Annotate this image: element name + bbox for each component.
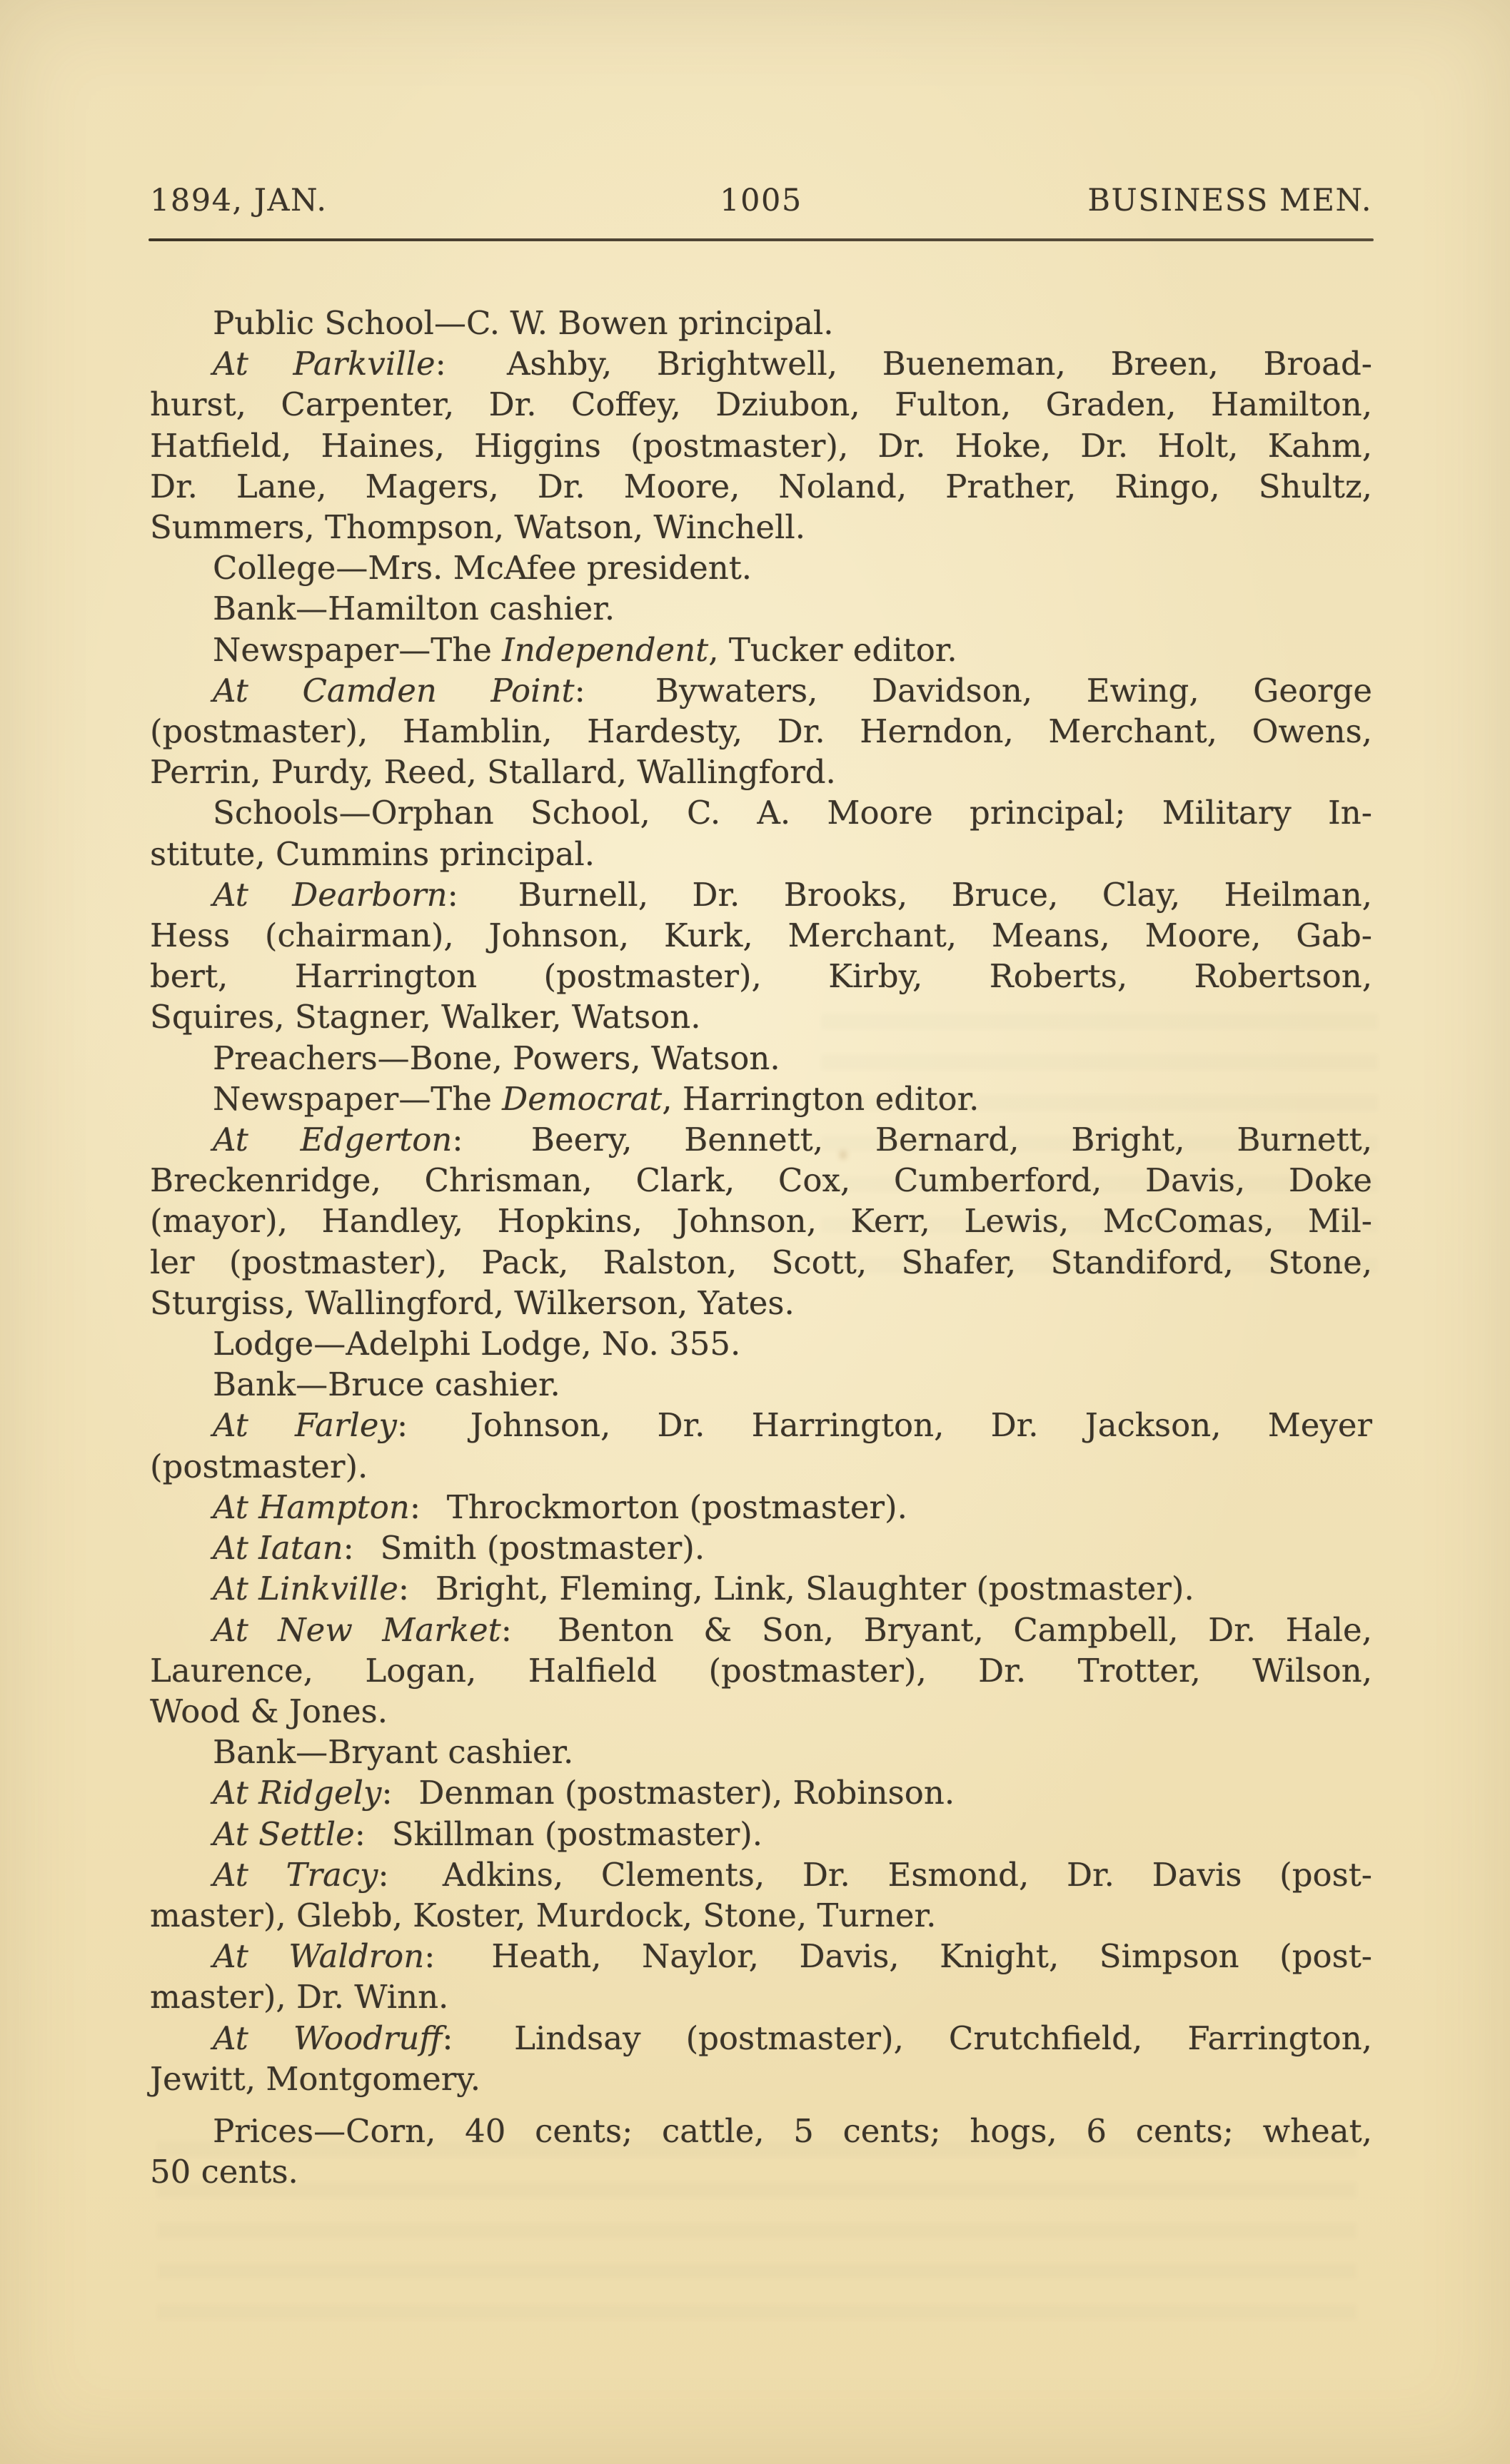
text-segment: : Skillman (postmaster). [354, 1814, 763, 1853]
text-segment: (postmaster). [150, 1447, 368, 1485]
text-line [150, 996, 1372, 1037]
text-segment: Sturgiss, Wallingford, Wilkerson, Yates. [150, 1283, 795, 1322]
text-line [150, 1814, 1372, 1854]
text-segment: College—Mrs. McAfee president. [213, 549, 753, 587]
text-segment: Laurence, Logan, Halfield (postmaster), Dr. Trotter, Wilson, [150, 1651, 1372, 1690]
text-segment: hurst, Carpenter, Dr. Coffey, Dziubon, Fulton, Graden, Hamilton, [150, 385, 1372, 424]
text-segment: : Throckmorton (postmaster). [409, 1488, 907, 1526]
text-line [150, 630, 1372, 670]
text-line [150, 1038, 1372, 1079]
text-segment: Public School—C. W. Bowen principal. [213, 304, 834, 342]
text-line [150, 1201, 1372, 1241]
text-segment: : Lindsay (postmaster), Crutchfield, Farrington, [442, 2019, 1372, 2057]
header-title: BUSINESS MEN. [1087, 183, 1373, 218]
italic-text-segment: At Ridgely [213, 1774, 382, 1812]
text-line [150, 1405, 1372, 1445]
italic-text-segment: At Woodruff [213, 2019, 443, 2057]
text-segment: Bank—Bryant cashier. [213, 1733, 574, 1772]
text-line [150, 1732, 1372, 1772]
text-line [150, 1364, 1372, 1405]
text-segment: master), Dr. Winn. [150, 1978, 449, 2016]
text-line [150, 2059, 1372, 2099]
text-segment: bert, Harrington (postmaster), Kirby, Roberts, Robertson, [150, 957, 1372, 996]
italic-text-segment: At Dearborn [213, 875, 448, 914]
text-line [150, 588, 1372, 629]
text-segment: Bank—Bruce cashier. [213, 1365, 560, 1404]
text-segment: Preachers—Bone, Powers, Watson. [213, 1039, 780, 1077]
text-line [150, 1895, 1372, 1936]
text-line [150, 466, 1372, 507]
text-segment: Schools—Orphan School, C. A. Moore principal; Military In- [213, 794, 1372, 832]
text-segment: : Smith (postmaster). [343, 1529, 705, 1567]
text-segment: : Bywaters, Davidson, Ewing, George [574, 671, 1372, 710]
text-segment: Jewitt, Montgomery. [150, 2059, 481, 2098]
text-line [150, 1568, 1372, 1609]
page-header [150, 183, 1372, 218]
text-line [150, 1772, 1372, 1813]
text-segment: Perrin, Purdy, Reed, Stallard, Wallingford. [150, 753, 836, 792]
text-segment: Wood & Jones. [150, 1692, 388, 1730]
text-segment: Hatfield, Haines, Higgins (postmaster), Dr. Hoke, Dr. Holt, Kahm, [150, 426, 1372, 465]
text-segment: : Adkins, Clements, Dr. Esmond, Dr. Davis (post- [378, 1855, 1372, 1894]
italic-text-segment: At Waldron [213, 1937, 425, 1976]
text-line [150, 425, 1372, 466]
text-segment: ler (postmaster), Pack, Ralston, Scott, Shafer, Standiford, Stone, [150, 1243, 1372, 1281]
text-segment: : Bright, Fleming, Link, Slaughter (postmaster). [398, 1570, 1194, 1608]
text-segment: 50 cents. [150, 2153, 298, 2191]
italic-text-segment: At Linkville [213, 1570, 398, 1608]
text-line [150, 1283, 1372, 1323]
text-segment: Breckenridge, Chrisman, Clark, Cox, Cumberford, Davis, Doke [150, 1161, 1372, 1200]
italic-text-segment: At Farley [213, 1406, 397, 1445]
text-line [150, 1528, 1372, 1568]
text-line [150, 547, 1372, 588]
text-line [150, 303, 1372, 343]
italic-text-segment: At Tracy [213, 1855, 378, 1894]
text-segment: Newspaper—The [213, 1079, 503, 1118]
text-segment: : Ashby, Brightwell, Bueneman, Breen, Broad- [435, 345, 1372, 383]
text-line [150, 1976, 1372, 2017]
text-line [150, 2018, 1372, 2059]
header-date: 1894, JAN. [150, 183, 328, 218]
italic-text-segment: Democrat [502, 1079, 663, 1118]
text-block [150, 303, 1372, 2192]
text-line [150, 834, 1372, 874]
text-line [150, 874, 1372, 915]
text-line [150, 1160, 1372, 1201]
text-segment: Hess (chairman), Johnson, Kurk, Merchant, Means, Moore, Gab- [150, 917, 1372, 955]
italic-text-segment: Independent [502, 630, 709, 669]
text-line [150, 1079, 1372, 1119]
text-line [150, 670, 1372, 711]
text-segment: : Burnell, Dr. Brooks, Bruce, Clay, Heilman, [447, 875, 1372, 914]
text-segment: Bank—Hamilton cashier. [213, 590, 615, 628]
text-segment: Summers, Thompson, Watson, Winchell. [150, 508, 806, 547]
text-segment: : Heath, Naylor, Davis, Knight, Simpson (post- [424, 1937, 1372, 1976]
text-line [150, 1691, 1372, 1732]
text-line [150, 1323, 1372, 1364]
text-line [150, 384, 1372, 425]
text-segment: : Johnson, Dr. Harrington, Dr. Jackson, Meyer [396, 1406, 1372, 1445]
text-segment: , Tucker editor. [708, 630, 957, 669]
italic-text-segment: At Parkville [213, 345, 436, 383]
text-line [150, 1119, 1372, 1160]
header-rule [149, 238, 1374, 241]
text-line [150, 2151, 1372, 2192]
text-segment: master), Glebb, Koster, Murdock, Stone, Turner. [150, 1896, 937, 1934]
text-segment: Dr. Lane, Magers, Dr. Moore, Noland, Prather, Ringo, Shultz, [150, 467, 1372, 505]
text-line [150, 1487, 1372, 1528]
text-segment: stitute, Cummins principal. [150, 834, 595, 873]
text-segment: , Harrington editor. [662, 1079, 980, 1118]
text-line [150, 1650, 1372, 1691]
text-line [150, 1446, 1372, 1487]
italic-text-segment: At New Market [213, 1610, 501, 1649]
text-line [150, 915, 1372, 956]
text-segment: Newspaper—The [213, 630, 503, 669]
italic-text-segment: At Settle [213, 1814, 355, 1853]
text-segment: Prices—Corn, 40 cents; cattle, 5 cents; hogs, 6 cents; wheat, [213, 2111, 1372, 2150]
text-line [150, 792, 1372, 833]
text-line [150, 1936, 1372, 1976]
text-line [150, 1854, 1372, 1895]
text-segment: : Beery, Bennett, Bernard, Bright, Burnett, [452, 1121, 1372, 1159]
text-segment: : Denman (postmaster), Robinson. [381, 1774, 955, 1812]
text-segment: : Benton & Son, Bryant, Campbell, Dr. Hale, [500, 1610, 1372, 1649]
italic-text-segment: At Edgerton [213, 1121, 453, 1159]
text-segment: Squires, Stagner, Walker, Watson. [150, 998, 701, 1036]
italic-text-segment: At Camden Point [213, 671, 575, 710]
italic-text-segment: At Hampton [213, 1488, 410, 1526]
text-line [150, 956, 1372, 996]
text-line [150, 1610, 1372, 1650]
italic-text-segment: At Iatan [213, 1529, 343, 1567]
text-segment: (postmaster), Hamblin, Hardesty, Dr. Herndon, Merchant, Owens, [150, 712, 1372, 751]
text-line [150, 1242, 1372, 1283]
text-line [150, 752, 1372, 792]
header-page-number: 1005 [720, 183, 802, 218]
text-line [150, 711, 1372, 752]
text-line [150, 343, 1372, 384]
text-segment: (mayor), Handley, Hopkins, Johnson, Kerr, Lewis, McComas, Mil- [150, 1202, 1372, 1241]
text-segment: Lodge—Adelphi Lodge, No. 355. [213, 1325, 741, 1363]
text-line [150, 507, 1372, 547]
text-line [150, 2111, 1372, 2151]
